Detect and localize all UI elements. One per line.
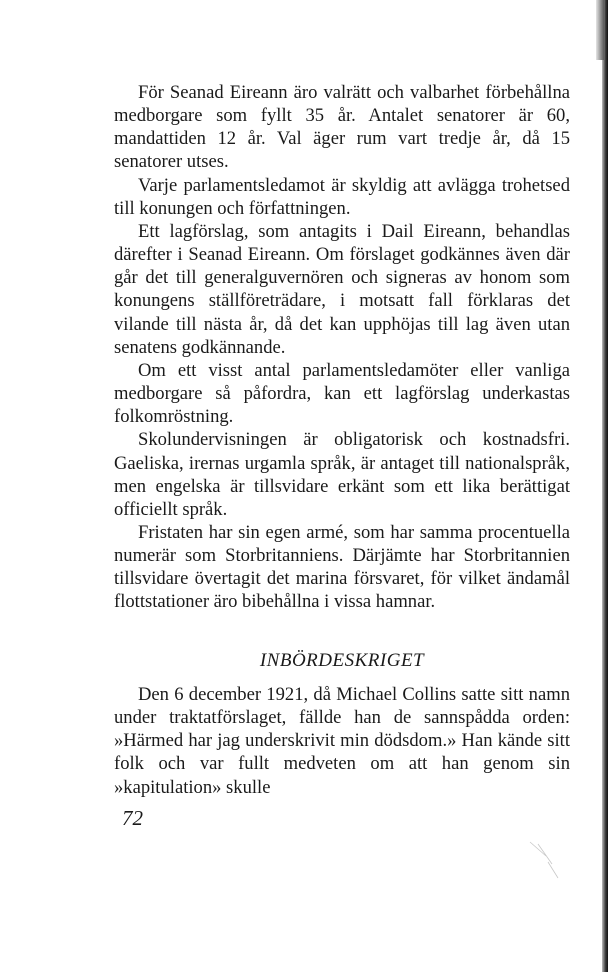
paragraph-collins: Den 6 december 1921, då Michael Collins satte sitt namn under traktatförslaget, fällde han de sannspådda orden: »Härmed har jag underskrivit min dödsdom.» Han kände sitt folk och var fullt medveten om att han genom sin »kapitulation» skulle: [114, 684, 570, 798]
paragraph-oath: Varje parlamentsledamot är skyldig att avlägga trohetsed till konungen och författningen.: [114, 174, 570, 219]
paragraph-seanad-eligibility: För Seanad Eireann äro valrätt och valbarhet förbehållna medborgare som fyllt 35 år. Antalet senatorer är 60, mandattiden 12 år. Val äger rum vart tredje år, då 15 senatorer utses.: [114, 82, 570, 173]
paragraph-referendum: Om ett visst antal parlamentsledamöter eller vanliga medborgare så påfordra, kan ett lagförslag underkastas folkomröstning.: [114, 359, 570, 428]
scan-smudge: [528, 840, 560, 880]
paragraph-army: Fristaten har sin egen armé, som har samma procentuella numerär som Storbritanniens. Därjämte har Storbritannien tillsvidare övertagit det marina försvaret, för vilket ändamål flottstationer äro bibehållna i vissa hamnar.: [114, 521, 570, 613]
paragraph-legislation: Ett lagförslag, som antagits i Dail Eireann, behandlas därefter i Seanad Eireann. Om förslaget godkännes även där går det till generalguvernören och signeras av honom som konungens ställföreträdare, i motsatt fall förklaras det vilande till nästa år, då det kan upphöjas till lag även utan senatens godkännande.: [114, 220, 570, 358]
scan-edge-notch: [596, 0, 604, 60]
body-text: [114, 81, 570, 614]
paragraph-education-language: Skolundervisningen är obligatorisk och kostnadsfri. Gaeliska, irernas urgamla språk, är antaget till nationalspråk, men engelska är tillsvidare erkänt som ett lika berättigat officiellt språk.: [114, 429, 570, 520]
section-heading: INBÖRDESKRIGET: [259, 650, 425, 671]
page-number: 72: [122, 806, 143, 830]
section-body-text: [114, 683, 570, 799]
scan-edge: [602, 0, 608, 972]
